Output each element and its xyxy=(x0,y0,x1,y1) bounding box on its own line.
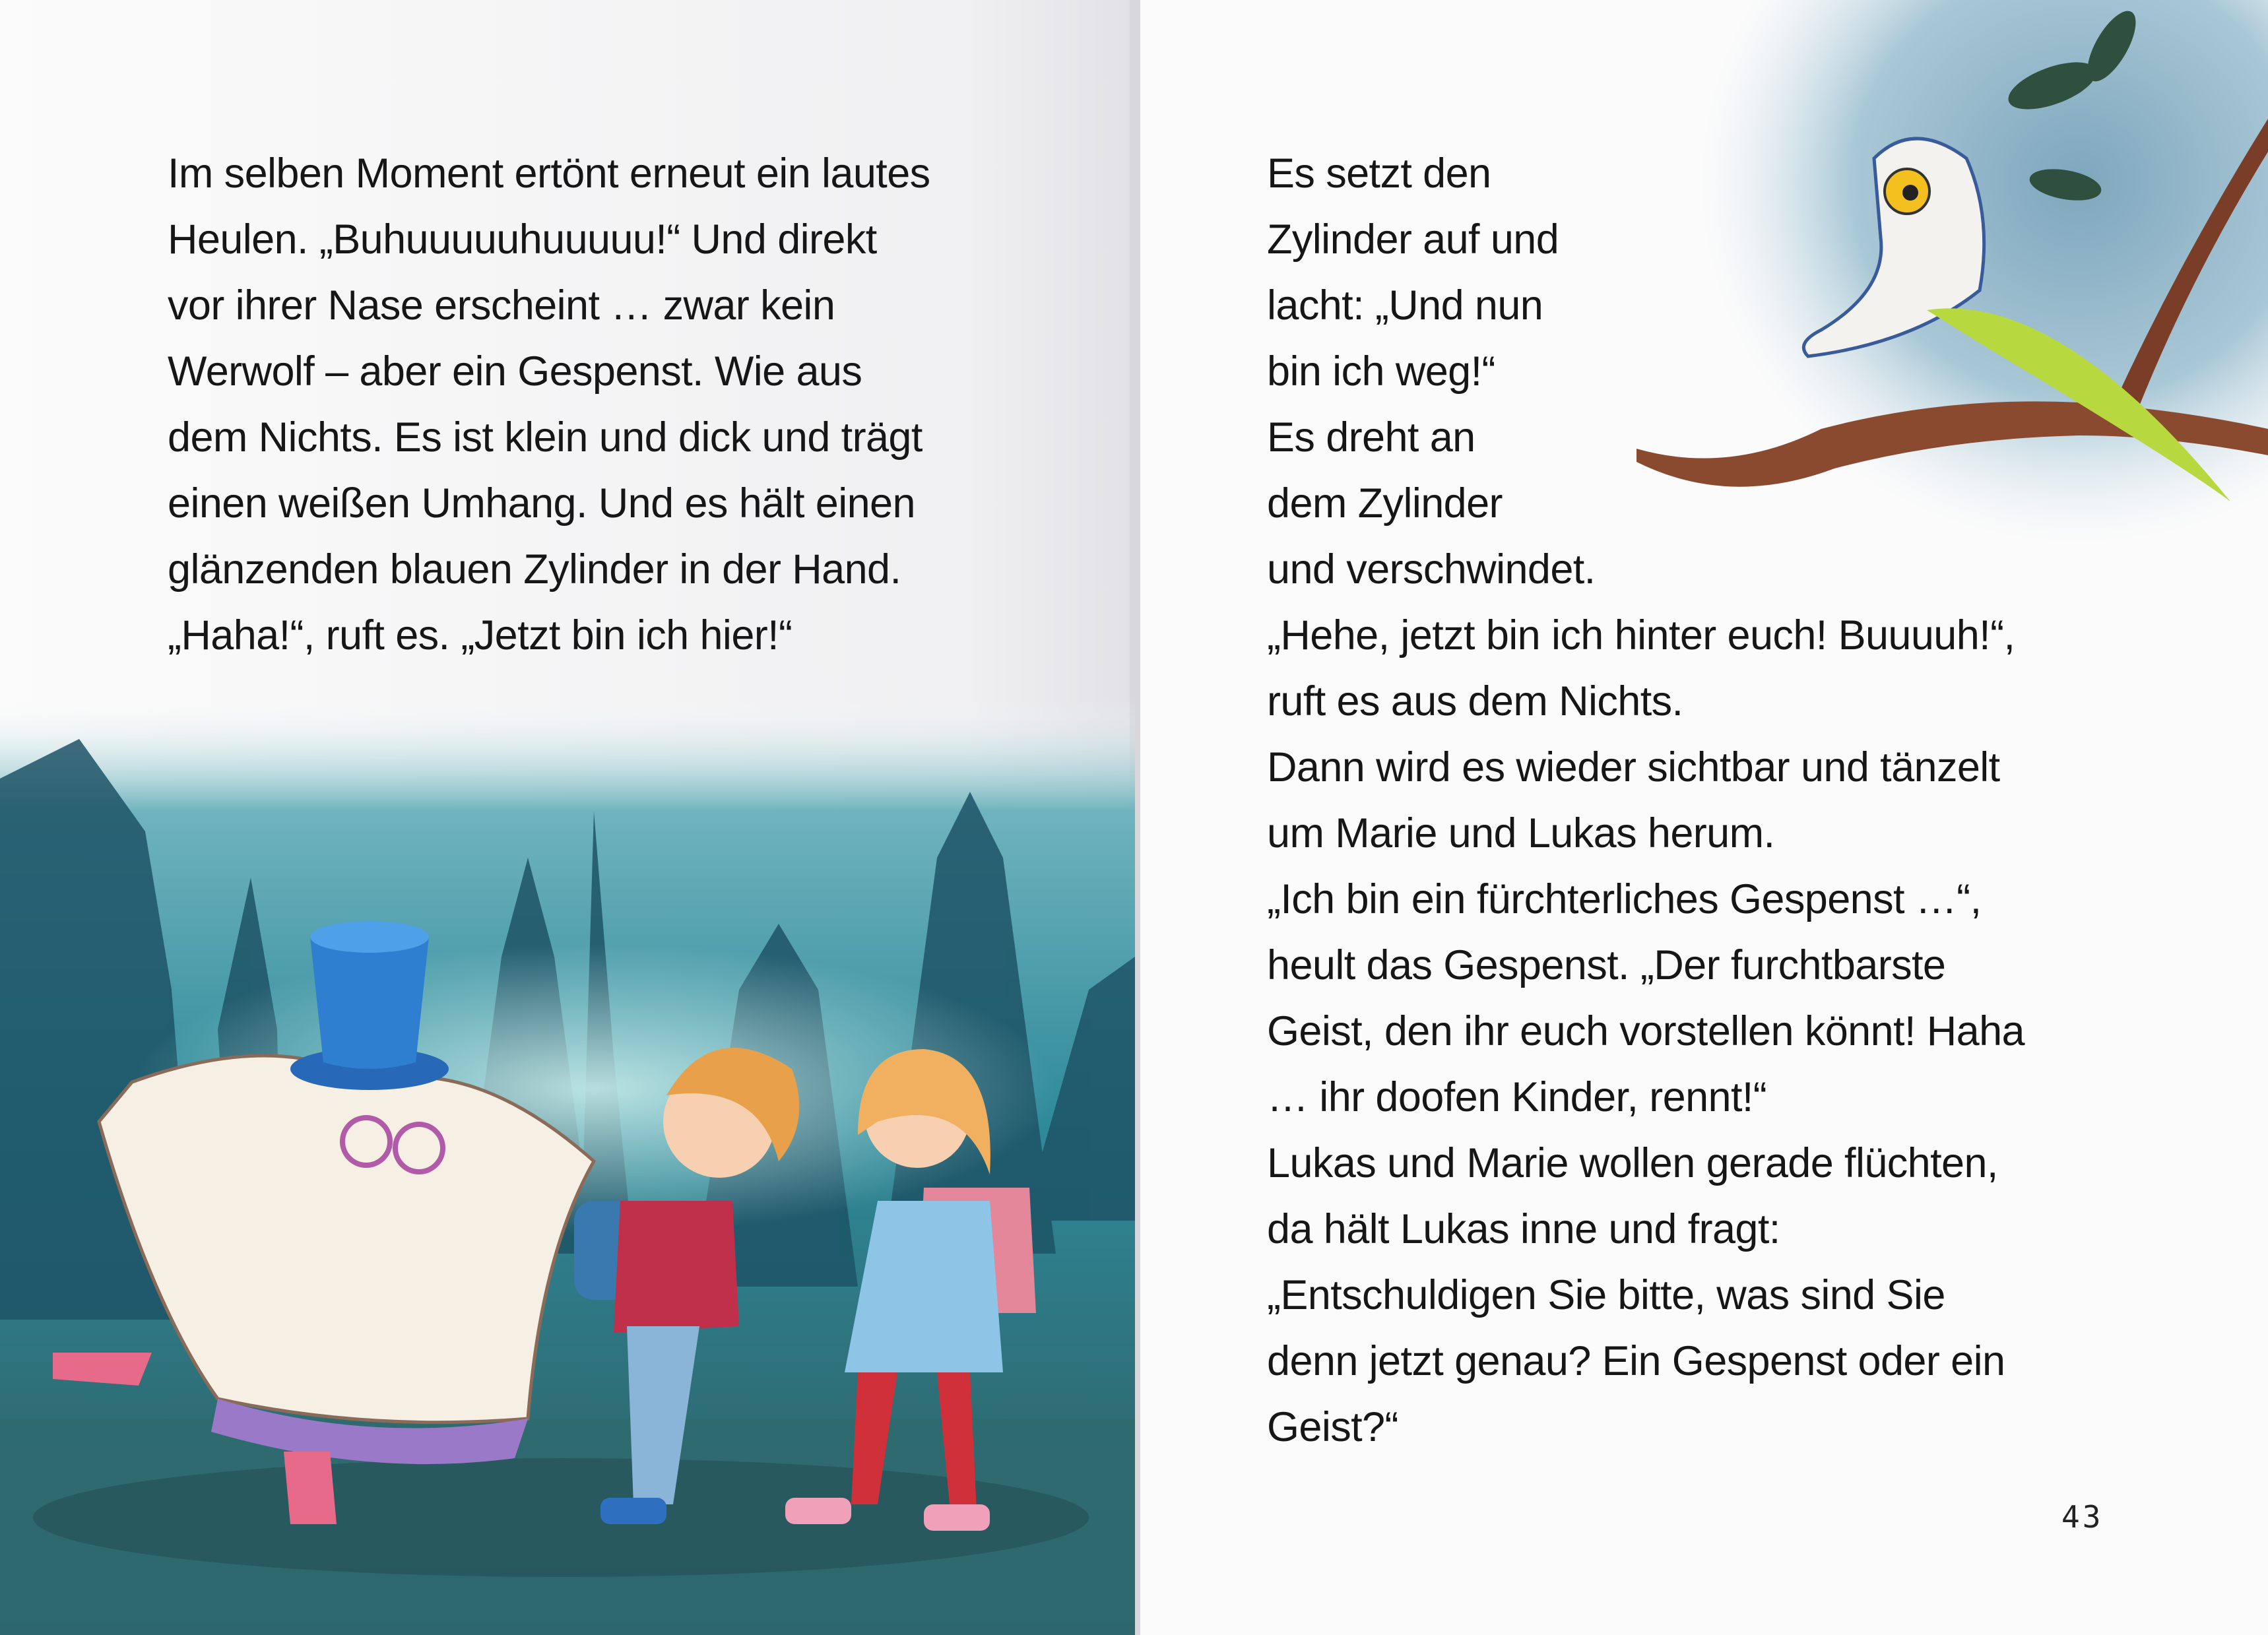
text-line: Im selben Moment ertönt erneut ein lautes xyxy=(168,150,930,197)
text-line: Geist, den ihr euch vorstellen könnt! Haha xyxy=(1267,1008,2025,1054)
page-number: 43 xyxy=(2061,1499,2104,1535)
text-line: dem Nichts. Es ist klein und dick und trägt xyxy=(168,414,923,461)
right-page xyxy=(1140,0,2268,1635)
text-line: „Entschuldigen Sie bitte, was sind Sie xyxy=(1267,1272,1945,1318)
text-line: Heulen. „Buhuuuuuhuuuuu!“ Und direkt xyxy=(168,216,877,263)
text-line: bin ich weg!“ xyxy=(1267,348,1495,395)
text-line: Werwolf – aber ein Gespenst. Wie aus xyxy=(168,348,862,395)
text-line: „Hehe, jetzt bin ich hinter euch! Buuuuh!“, xyxy=(1267,612,2015,658)
text-line: Lukas und Marie wollen gerade flüchten, xyxy=(1267,1140,1998,1186)
text-line: „Ich bin ein fürchterliches Gespenst …“, xyxy=(1267,876,1982,922)
text-line: da hält Lukas inne und fragt: xyxy=(1267,1206,1780,1252)
text-line: Geist?“ xyxy=(1267,1404,1398,1450)
text-line: Es setzt den xyxy=(1267,150,1491,197)
text-line: lacht: „Und nun xyxy=(1267,282,1543,329)
text-line: glänzenden blauen Zylinder in der Hand. xyxy=(168,546,901,593)
text-line: „Haha!“, ruft es. „Jetzt bin ich hier!“ xyxy=(168,612,793,658)
text-line: um Marie und Lukas herum. xyxy=(1267,810,1775,856)
text-line: … ihr doofen Kinder, rennt!“ xyxy=(1267,1074,1767,1120)
right-page-text xyxy=(1267,141,2025,1460)
text-line: dem Zylinder xyxy=(1267,480,1503,527)
text-line: vor ihrer Nase erscheint … zwar kein xyxy=(168,282,835,329)
text-line: heult das Gespenst. „Der furchtbarste xyxy=(1267,942,1946,988)
text-line: Es dreht an xyxy=(1267,414,1475,461)
text-line: denn jetzt genau? Ein Gespenst oder ein xyxy=(1267,1338,2005,1384)
text-line: Dann wird es wieder sichtbar und tänzelt xyxy=(1267,744,2000,790)
text-line: einen weißen Umhang. Und es hält einen xyxy=(168,480,915,527)
left-page-text xyxy=(168,141,930,668)
text-line: ruft es aus dem Nichts. xyxy=(1267,678,1683,724)
text-line: und verschwindet. xyxy=(1267,546,1596,593)
text-line: Zylinder auf und xyxy=(1267,216,1559,263)
